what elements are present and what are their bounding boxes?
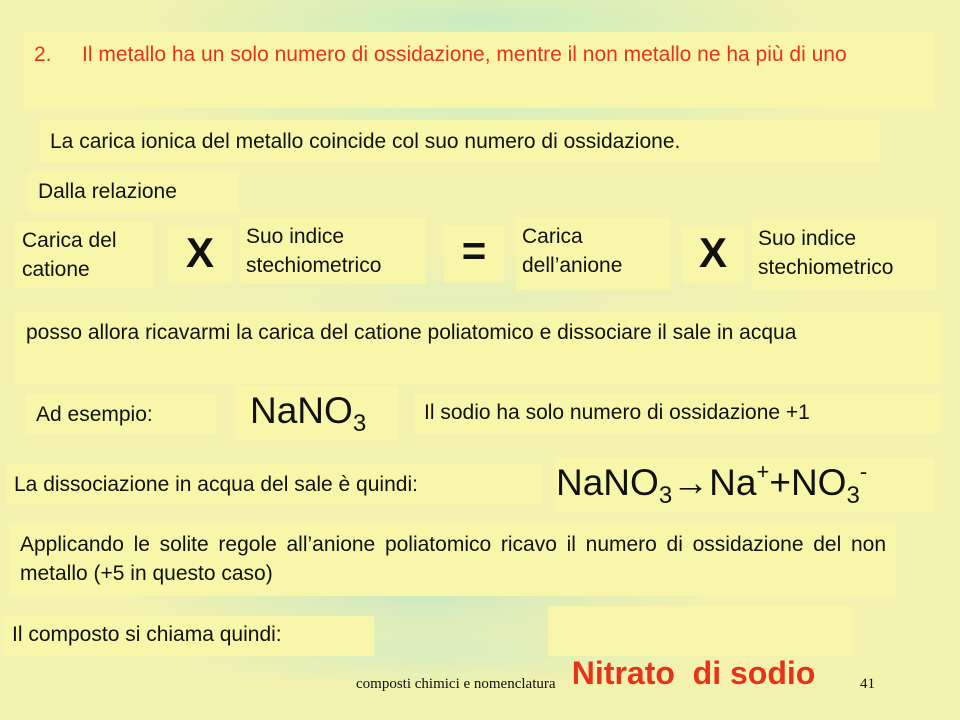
multiply-sign-1	[168, 228, 232, 284]
dissociation-equation-box	[556, 458, 934, 512]
cation-charge-sup: +	[756, 459, 770, 484]
example-formula-sub: 3	[352, 410, 367, 437]
plus-sign: +	[769, 462, 791, 503]
point-number: 2.	[34, 43, 52, 66]
example-formula-box	[236, 386, 398, 440]
cation-charge-box	[14, 222, 154, 288]
dissociation-equation	[556, 459, 868, 509]
point-2-box	[24, 32, 934, 108]
page-number: 41	[860, 676, 875, 692]
derive-box	[14, 312, 940, 384]
reaction-arrow: →	[672, 462, 710, 503]
rules-text: Applicando le solite regole all’anione poliatomico ricavo il numero di ossidazione del non metallo (+5 in questo caso)	[20, 533, 886, 585]
equals-text: =	[461, 227, 487, 274]
multiply-sign-2	[682, 228, 744, 284]
reactant-base: NaNO	[556, 462, 659, 503]
compound-name: Nitrato di sodio	[571, 655, 816, 691]
relation-intro-text: Dalla relazione	[38, 180, 177, 203]
relation-intro-box	[28, 172, 238, 212]
ionic-charge-box	[40, 120, 880, 162]
index-2-text: Suo indice stechiometrico	[758, 227, 894, 279]
index-1-box	[240, 218, 426, 284]
cation-charge-text: Carica del catione	[22, 229, 117, 281]
ionic-charge-text: La carica ionica del metallo coincide col suo numero di ossidazione.	[50, 130, 681, 153]
anion-base: NO	[790, 462, 847, 503]
index-1-text: Suo indice stechiometrico	[246, 225, 382, 277]
reactant-sub: 3	[658, 482, 673, 509]
cation-base: Na	[709, 462, 757, 503]
example-formula	[250, 390, 367, 437]
anion-charge-sup: -	[859, 459, 868, 484]
example-label: Ad esempio:	[36, 403, 153, 426]
equals-sign	[444, 226, 504, 282]
footer-title: composti chimici e nomenclatura	[356, 676, 556, 692]
compound-name-box	[548, 606, 852, 691]
anion-charge-text: Carica dell’anione	[522, 225, 623, 277]
anion-sub: 3	[846, 482, 860, 509]
example-label-box	[26, 394, 216, 434]
sodium-note-text: Il sodio ha solo numero di ossidazione +1	[424, 401, 810, 424]
rules-box	[10, 524, 896, 596]
name-label: Il composto si chiama quindi:	[12, 623, 282, 646]
multiply-2-text: X	[698, 229, 727, 276]
example-formula-base: NaNO	[250, 390, 353, 431]
name-label-box	[4, 616, 374, 656]
anion-charge-box	[516, 218, 670, 290]
dissociation-label: La dissociazione in acqua del sale è quindi:	[14, 473, 418, 496]
sodium-note-box	[414, 394, 940, 434]
point-text: Il metallo ha un solo numero di ossidazione, mentre il non metallo ne ha più di uno	[82, 43, 847, 66]
index-2-box	[752, 220, 936, 290]
multiply-1-text: X	[185, 229, 214, 276]
dissociation-label-box	[6, 464, 542, 504]
derive-text: posso allora ricavarmi la carica del catione poliatomico e dissociare il sale in acqua	[26, 321, 797, 344]
